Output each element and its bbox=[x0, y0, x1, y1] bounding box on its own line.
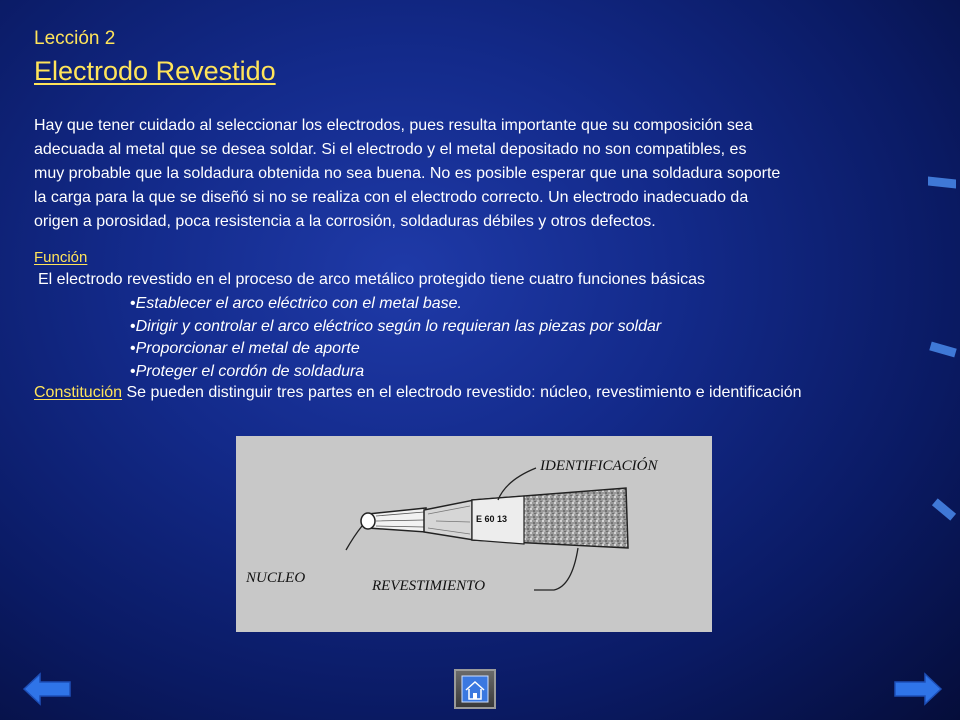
decorative-streak bbox=[929, 342, 956, 358]
list-item-text: Proteger el cordón de soldadura bbox=[135, 362, 365, 380]
bullet-glyph: • bbox=[130, 340, 136, 357]
intro-line: muy probable que la soldadura obtenida no sea buena. No es posible esperar que una soldadura soporte bbox=[34, 165, 781, 182]
electrode-diagram bbox=[236, 436, 712, 632]
funcion-link[interactable]: Función bbox=[34, 249, 88, 266]
intro-line: Hay que tener cuidado al seleccionar los electrodos, pues resulta importante que su composición sea bbox=[34, 117, 753, 134]
intro-line: origen a porosidad, poca resistencia a la corrosión, soldaduras débiles y otros defectos. bbox=[34, 213, 656, 230]
constitucion-text: Se pueden distinguir tres partes en el electrodo revestido: núcleo, revestimiento e identificación bbox=[122, 384, 802, 401]
list-item-text: Establecer el arco eléctrico con el metal base. bbox=[135, 295, 462, 312]
intro-line: adecuada al metal que se desea soldar. Si el electrodo y el metal depositado no son compatibles, es bbox=[34, 141, 747, 158]
identificacion-label: IDENTIFICACIÓN bbox=[540, 458, 658, 474]
prev-button[interactable] bbox=[22, 672, 72, 711]
revestimiento-label: REVESTIMIENTO bbox=[372, 578, 486, 594]
funcion-section bbox=[34, 249, 87, 266]
decorative-streak bbox=[932, 498, 956, 520]
list-item bbox=[130, 338, 661, 361]
funcion-intro: El electrodo revestido en el proceso de arco metálico protegido tiene cuatro funciones básicas bbox=[38, 271, 706, 288]
arrow-right-icon bbox=[893, 672, 943, 706]
list-item-text: Dirigir y controlar el arco eléctrico según lo requieran las piezas por soldar bbox=[135, 317, 662, 335]
nucleo-label: NUCLEO bbox=[246, 570, 306, 586]
home-button[interactable] bbox=[454, 669, 496, 709]
bullet-glyph: • bbox=[130, 295, 136, 312]
list-item bbox=[130, 316, 661, 339]
home-icon bbox=[456, 671, 494, 707]
constitucion-link[interactable]: Constitución bbox=[34, 384, 123, 401]
function-list bbox=[130, 293, 661, 383]
intro-paragraph bbox=[34, 114, 934, 234]
page-title: Electrodo Revestido bbox=[34, 56, 276, 86]
list-item bbox=[130, 293, 661, 316]
bullet-glyph: • bbox=[130, 362, 136, 380]
intro-line: la carga para la que se diseñó si no se realiza con el electrodo correcto. Un electrodo inadecuado da bbox=[34, 189, 749, 206]
constitucion-section bbox=[34, 384, 802, 402]
list-item-text: Proporcionar el metal de aporte bbox=[135, 340, 360, 357]
bullet-glyph: • bbox=[130, 317, 136, 335]
electrode-code-label: E 60 13 bbox=[476, 514, 508, 524]
list-item bbox=[130, 361, 661, 384]
next-button[interactable] bbox=[893, 672, 943, 711]
arrow-left-icon bbox=[22, 672, 72, 706]
lesson-label: Lección 2 bbox=[34, 28, 116, 49]
